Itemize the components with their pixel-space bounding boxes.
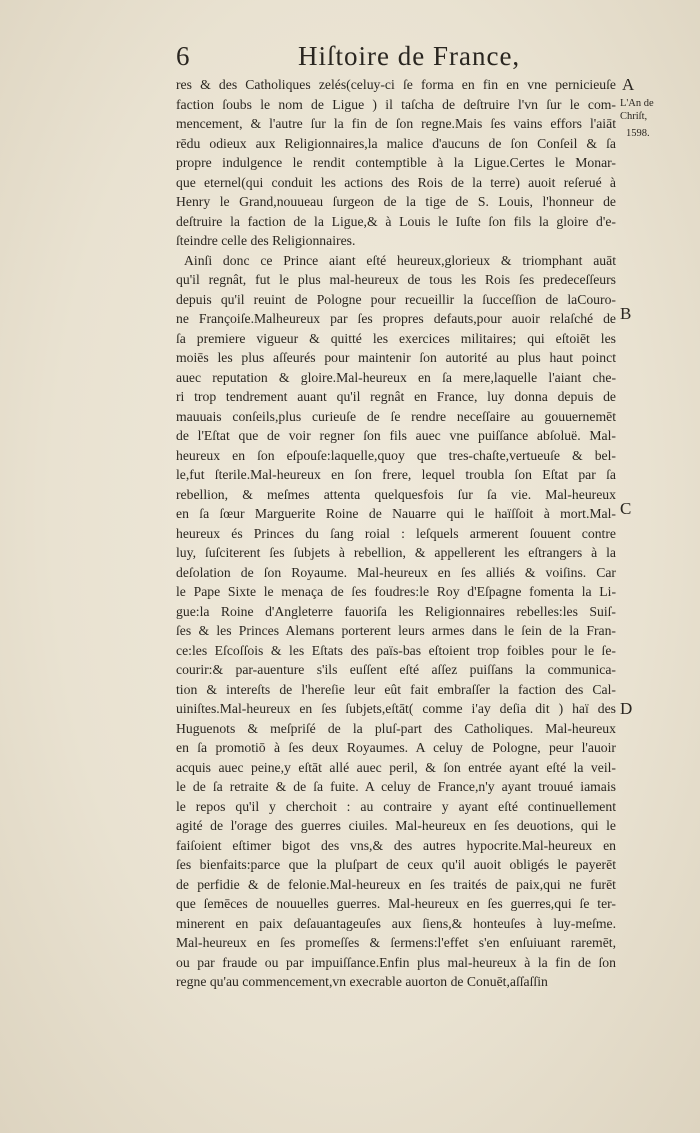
text-line: que eternel(qui conduit les actions des Rois de la terre) auoit reſerué à: [176, 174, 616, 190]
text-line: mencement, & l'autre ſur la fin de ſon regne.Mais ſes vains effors l'aiāt: [176, 116, 616, 131]
text-line: ri trop tendrement auant qu'il regnât en France, luy donna depuis de: [176, 389, 616, 404]
text-line: de l'Eſtat que de voir regner ſon fils auec vne puiſſance abſoluë. Mal-: [176, 428, 616, 443]
text-line: mauuais conſeils,plus curieuſe de ſe rendre neceſſaire au gouuernemēt: [176, 408, 616, 424]
text-line: heureux en ſon eſpouſe:laquelle,quoy que tres-chaſte,vertueuſe & bel-: [176, 447, 616, 463]
section-letter-d: D: [620, 699, 633, 718]
text-line: rēdu odieux aux Religionnaires,la malice d'aucuns de ſon Conſeil & ſa: [176, 135, 616, 151]
section-letter-a: A: [622, 75, 635, 94]
text-line: deſtruire la faction de la Ligue,& à Louis le Iuſte ſon fils la gloire d'e-: [176, 213, 616, 229]
text-line: ſteindre celle des Religionnaires.: [176, 233, 356, 248]
text-line: gue:la Roine d'Angleterre fauoriſa les Religionnaires rebelles:les Suiſ-: [176, 603, 616, 619]
text-line: heureux és Princes du ſang roial : leſquels armerent ſouuent contre: [176, 525, 616, 541]
text-line: le Pape Sixte le menaça de ſes foudres:le Roy d'Eſpagne fomenta la Li-: [176, 584, 616, 599]
text-line: le repos qu'il y cherchoit : au contraire y ayant eſté continuellement: [176, 798, 616, 814]
text-line: ſes & les Princes Alemans porterent leurs armes dans le ſein de la Fran-: [176, 623, 616, 638]
page-header: [0, 38, 700, 78]
text-line: propre indulgence le rendit contemptible à la Ligue.Certes le Monar-: [176, 155, 616, 170]
text-line: faiſoient eſtimer bigot des vns,& des autres hypocrite.Mal-heureux en: [176, 837, 616, 853]
text-line: moiēs les plus aſſeurés pour maintenir ſon autorité au plus haut poinct: [176, 350, 616, 365]
running-title: Hiſtoire de France,: [298, 41, 521, 71]
body-text: [176, 75, 616, 992]
text-line: le,fut ſterile.Mal-heureux en ſon frere, lequel troubla ſon Eſtat par ſa: [176, 467, 616, 482]
text-line: tion & intereſts de l'hereſie leur eût fait embraſſer la faction des Cal-: [176, 681, 616, 697]
text-line: ſa premiere vigueur & quitté les exercices militaires; qui eſtoiēt les: [176, 330, 616, 346]
text-line: ne Françoiſe.Malheureux par ſes propres defauts,pour auoir relaſché de: [176, 311, 616, 326]
text-line: regne qu'au commencement,vn execrable auorton de Conuēt,aſſaſſin: [176, 974, 548, 989]
text-line: ſes bienfaits:parce que la pluſpart de ceux qu'il auoit obligés le payerēt: [176, 857, 616, 872]
text-line: en ſa ſœur Marguerite Roine de Nauarre qui le haïſſoit à mort.Mal-: [176, 506, 616, 521]
section-letter-b: B: [620, 304, 632, 323]
text-line: acquis auec peine,y eſtāt allé auec peril, & ſon entrée ayant eſté la veil-: [176, 759, 616, 775]
text-line: ou par fraude ou par impuiſſance.Enfin plus mal-heureux à la fin de ſon: [176, 954, 616, 970]
text-line: que ſemēces de nouuelles guerres. Mal-heureux en ſes guerres,qui ſe ter-: [176, 896, 616, 911]
text-line: rebellion, & meſmes attenta quelquesfois ſur ſa vie. Mal-heureux: [176, 486, 616, 502]
text-line: faction ſoubs le nom de Ligue ) il taſcha de deſtruire l'vn ſur le com-: [176, 96, 616, 112]
text-line: depuis qu'il reuint de Pologne pour recueillir la ſucceſſion de laCouro-: [176, 291, 616, 307]
text-line: minerent en paix deſauantageuſes aux ſiens,& honteuſes à luy-meſme.: [176, 915, 616, 931]
text-line: deſolation de ſon Royaume. Mal-heureux en ſes alliés & voiſins. Car: [176, 564, 616, 580]
margin-note-era: Chriſt,: [620, 111, 648, 122]
text-line: courir:& par-auenture s'ils euſſent eſté aſſez puiſſans la communica-: [176, 662, 616, 677]
section-letter-c: C: [620, 499, 632, 518]
text-line: luy, ſuſciterent ſes ſubjets à rebellion, & appellerent les eſtrangers à la: [176, 545, 616, 560]
text-line: le de ſa retraite & de ſa fuite. A celuy de France,n'y ayant trouué iamais: [176, 779, 616, 794]
text-line: uiniſtes.Mal-heureux en ſes ſubjets,eſtāt( comme i'ay deſia dit ) haï des: [176, 701, 616, 716]
paragraph-start-line: Ainſi donc ce Prince aiant eſté heureux,glorieux & triomphant auāt: [184, 252, 616, 268]
page-number: 6: [176, 41, 191, 71]
text-line: Huguenots & meſpriſé de la pluſ-part des Catholiques. Mal-heureux: [176, 720, 616, 736]
text-line: de perfidie & de felonie.Mal-heureux en ſes traités de paix,qui ne furēt: [176, 876, 616, 892]
margin-note-year: 1598.: [626, 128, 650, 139]
text-line: auec reputation & gloire.Mal-heureux en ſa mere,laquelle l'aiant che-: [176, 369, 616, 385]
text-line: Mal-heureux en ſes promeſſes & ſermens:l'effet s'en enſuiuant raremēt,: [176, 935, 616, 950]
text-line: en ſa promotiō à ſes deux Royaumes. A celuy de Pologne, peur l'auoir: [176, 740, 616, 755]
text-line: qu'il regnât, fut le plus mal-heureux de tous les Rois ſes predeceſſeurs: [176, 272, 616, 287]
text-line: res & des Catholiques zelés(celuy-ci ſe forma en fin en vne pernicieuſe: [176, 77, 616, 92]
text-line: Henry le Grand,nouueau ſurgeon de la tige de S. Louis, l'honneur de: [176, 194, 616, 209]
margin-note-year-label: L'An de: [620, 98, 654, 109]
text-line: agité de l'orage des guerres ciuiles. Mal-heureux en ſes deuotions, qui le: [176, 818, 616, 833]
text-line: ce:les Eſcoſſois & les Eſtats des païs-bas eſtoient trop foibles pour le ſe-: [176, 642, 616, 658]
